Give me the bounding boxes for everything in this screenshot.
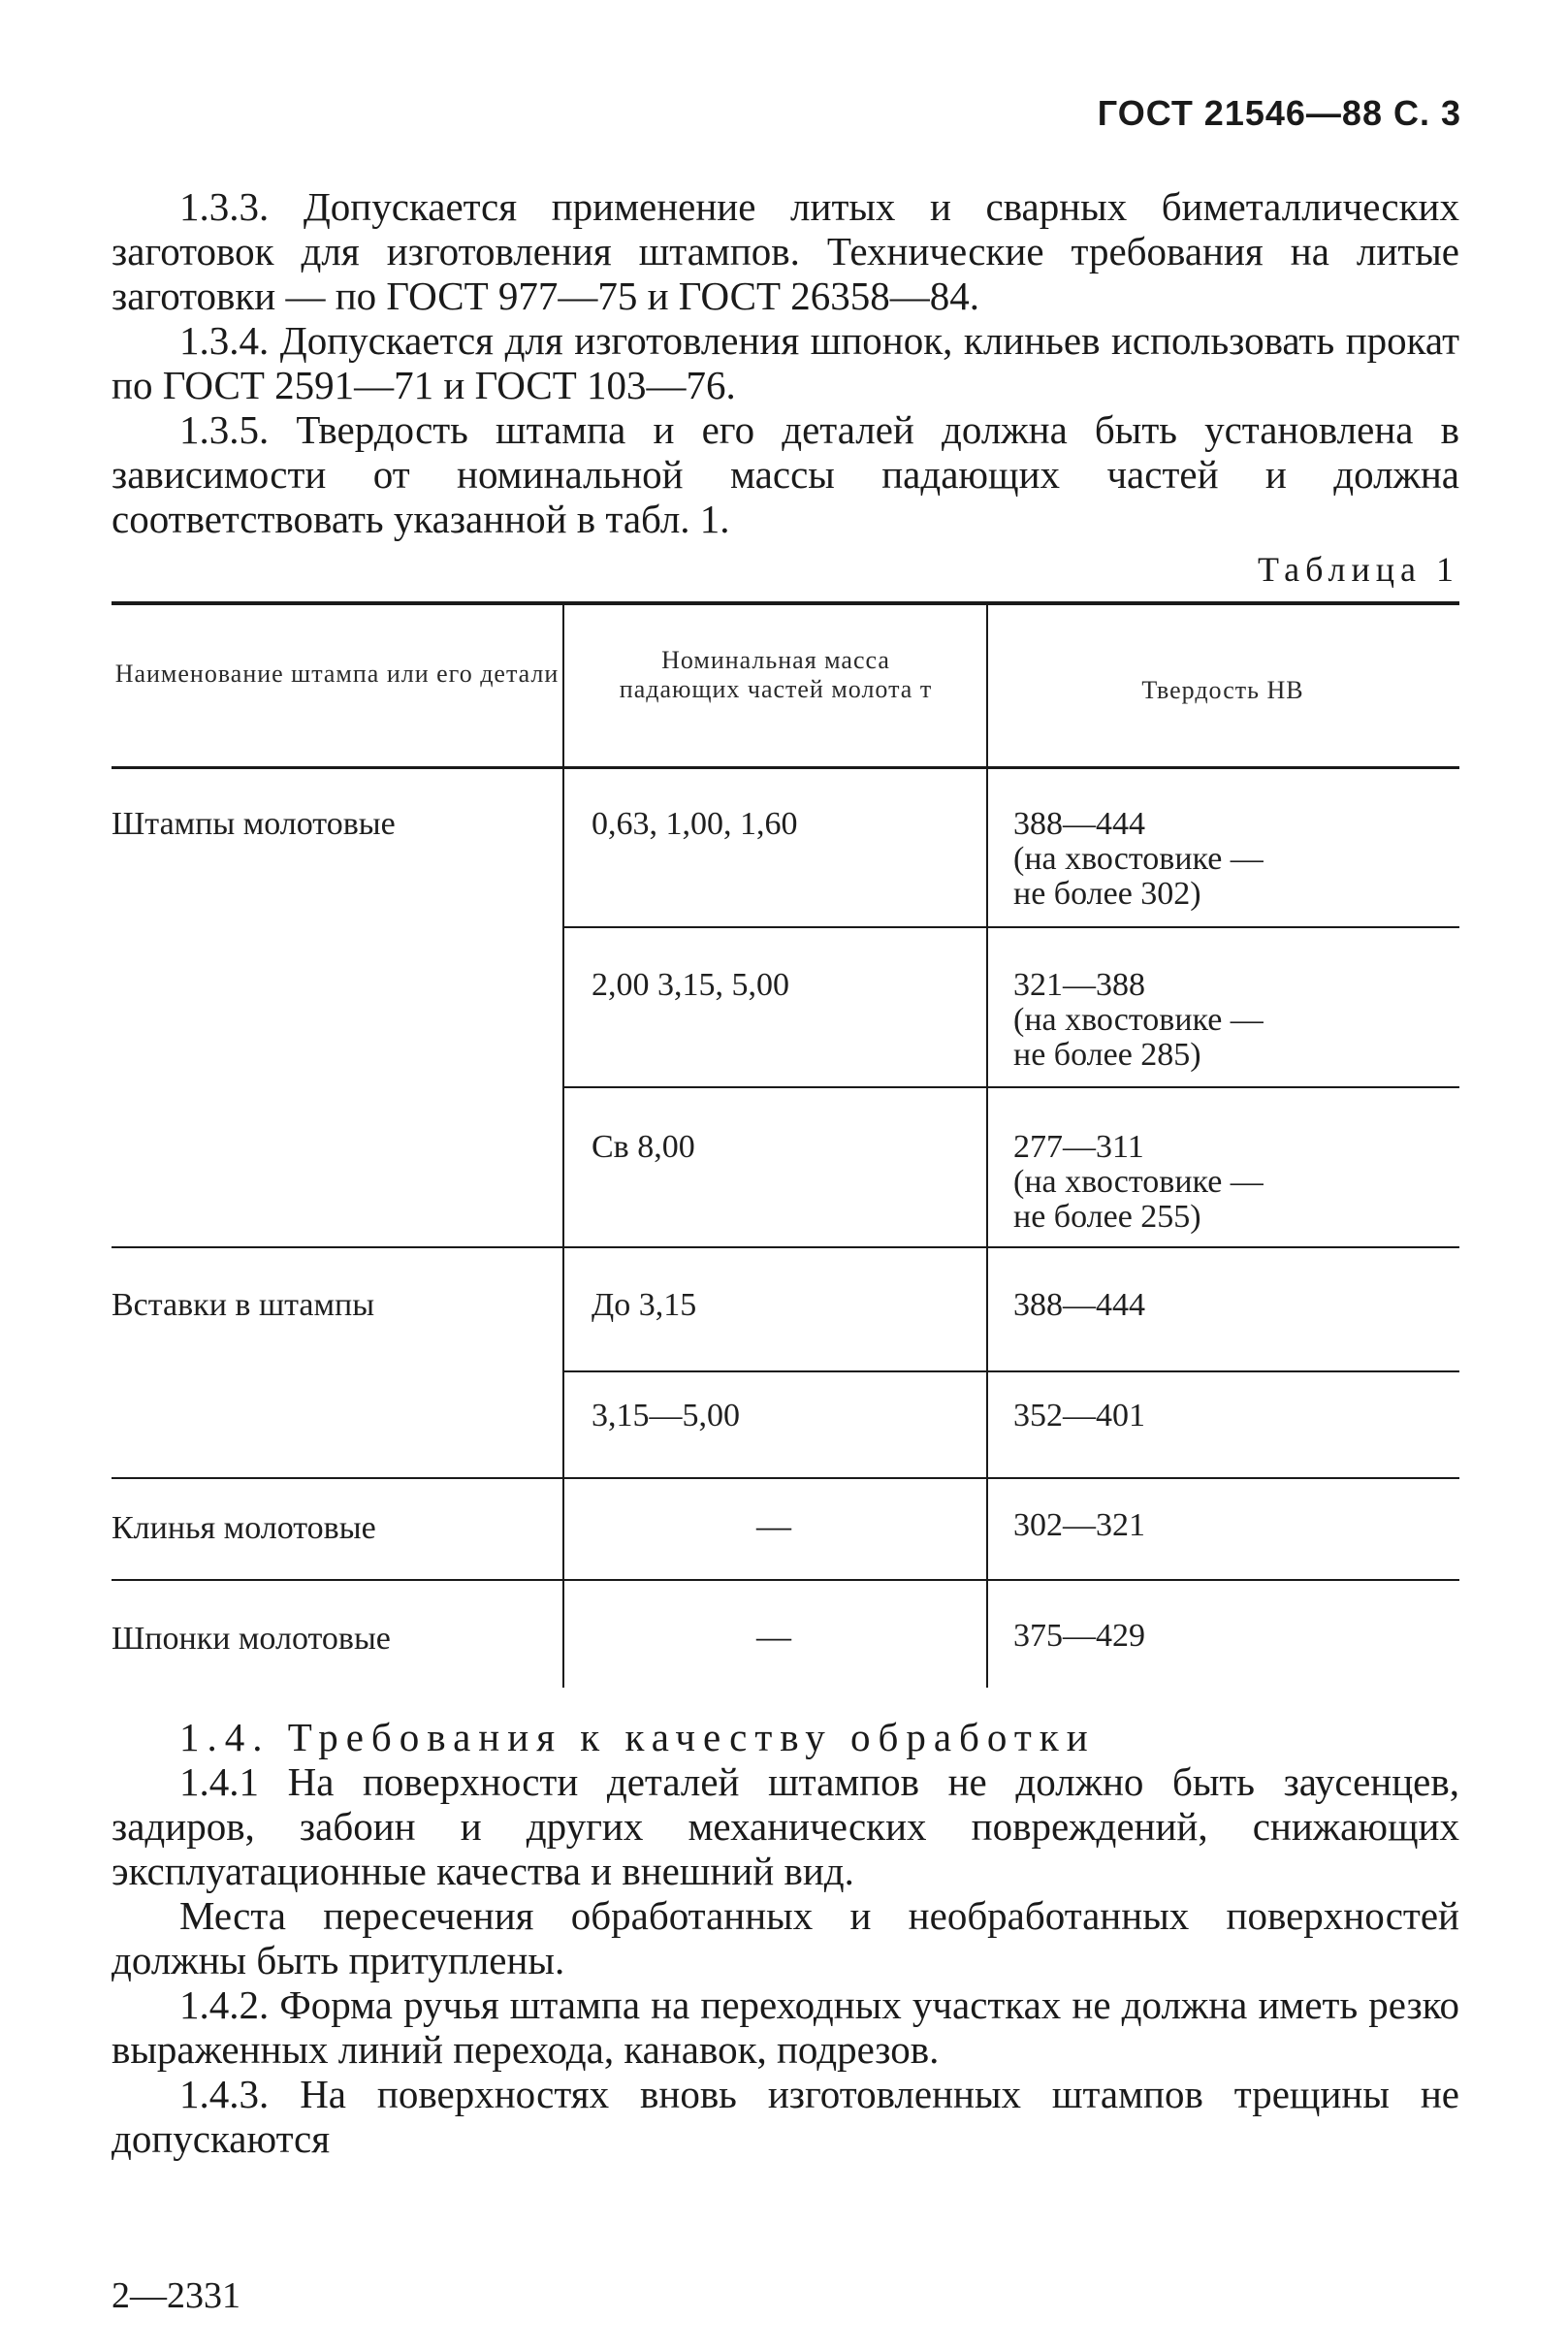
paragraph-1-4-1: 1.4.1 На поверхности деталей штампов не должно быть заусенцев, задиров, забоин и других механических повреждений, снижающих эксплуатационные качества и внешний вид.	[112, 1759, 1459, 1893]
section-1-4-text	[112, 1715, 1459, 2161]
paragraph-1-3-4: 1.3.4. Допускается для изготовления шпонок, клиньев использовать прокат по ГОСТ 2591—71 и ГОСТ 103—76.	[112, 318, 1459, 407]
table-header-rule	[112, 766, 1459, 769]
column-divider-1	[562, 601, 564, 1688]
header-hardness: Твердость НВ	[1141, 676, 1304, 704]
row-mass: 3,15—5,00	[592, 1398, 740, 1434]
row-mass: 0,63, 1,00, 1,60	[592, 806, 798, 842]
row-hardness: 302—321	[1013, 1507, 1145, 1543]
column-divider-2	[986, 601, 988, 1688]
row-hardness: 277—311 (на хвостовике — не более 255)	[1013, 1129, 1264, 1235]
header-name: Наименование штампа или его детали	[114, 660, 560, 688]
paragraph-1-4-3: 1.4.3. На поверхностях вновь изготовленных штампов трещины не допускаются	[112, 2072, 1459, 2161]
row-mass: До 3,15	[592, 1287, 697, 1323]
row-name-keys: Шпонки молотовые	[112, 1621, 391, 1657]
row-hardness: 375—429	[1013, 1618, 1145, 1654]
paragraph-1-4-2: 1.4.2. Форма ручья штампа на переходных участках не должна иметь резко выраженных линий перехода, канавок, подрезов.	[112, 1982, 1459, 2072]
row-name-inserts: Вставки в штампы	[112, 1287, 375, 1323]
paragraph-1-3-5: 1.3.5. Твердость штампа и его деталей должна быть установлена в зависимости от номинальной массы падающих частей и должна соответствовать указанной в табл. 1.	[112, 407, 1459, 541]
group-divider	[112, 1477, 1459, 1479]
row-hardness: 388—444	[1013, 1287, 1145, 1323]
footer-code: 2—2331	[112, 2275, 240, 2316]
intro-text	[112, 184, 1459, 541]
row-divider	[562, 1370, 1459, 1372]
paragraph-1-3-3: 1.3.3. Допускается применение литых и сварных биметаллических заготовок для изготовления штампов. Технические требования на литые заготовки — по ГОСТ 977—75 и ГОСТ 26358—84.	[112, 184, 1459, 318]
page-header: ГОСТ 21546—88 С. 3	[1097, 93, 1461, 133]
row-mass: Св 8,00	[592, 1129, 695, 1165]
row-mass: —	[756, 1506, 791, 1545]
table-top-rule	[112, 601, 1459, 605]
header-mass: Номинальная масса падающих частей молота т	[619, 646, 933, 703]
row-mass: —	[756, 1617, 791, 1656]
row-hardness: 352—401	[1013, 1398, 1145, 1434]
group-divider	[112, 1579, 1459, 1581]
row-hardness: 388—444 (на хвостовике — не более 302)	[1013, 806, 1264, 912]
table-caption: Таблица 1	[1258, 550, 1459, 589]
paragraph-surfaces: Места пересечения обработанных и необработанных поверхностей должны быть притуплены.	[112, 1893, 1459, 1982]
row-name-wedges: Клинья молотовые	[112, 1510, 376, 1546]
group-divider	[112, 1246, 1459, 1248]
section-heading: 1.4. Требования к качеству обработки	[179, 1715, 1096, 1759]
row-divider	[562, 926, 1459, 928]
row-hardness: 321—388 (на хвостовике — не более 285)	[1013, 967, 1264, 1073]
row-divider	[562, 1086, 1459, 1088]
hardness-table	[112, 601, 1459, 1692]
row-name-stamps: Штампы молотовые	[112, 806, 396, 842]
row-mass: 2,00 3,15, 5,00	[592, 967, 789, 1003]
